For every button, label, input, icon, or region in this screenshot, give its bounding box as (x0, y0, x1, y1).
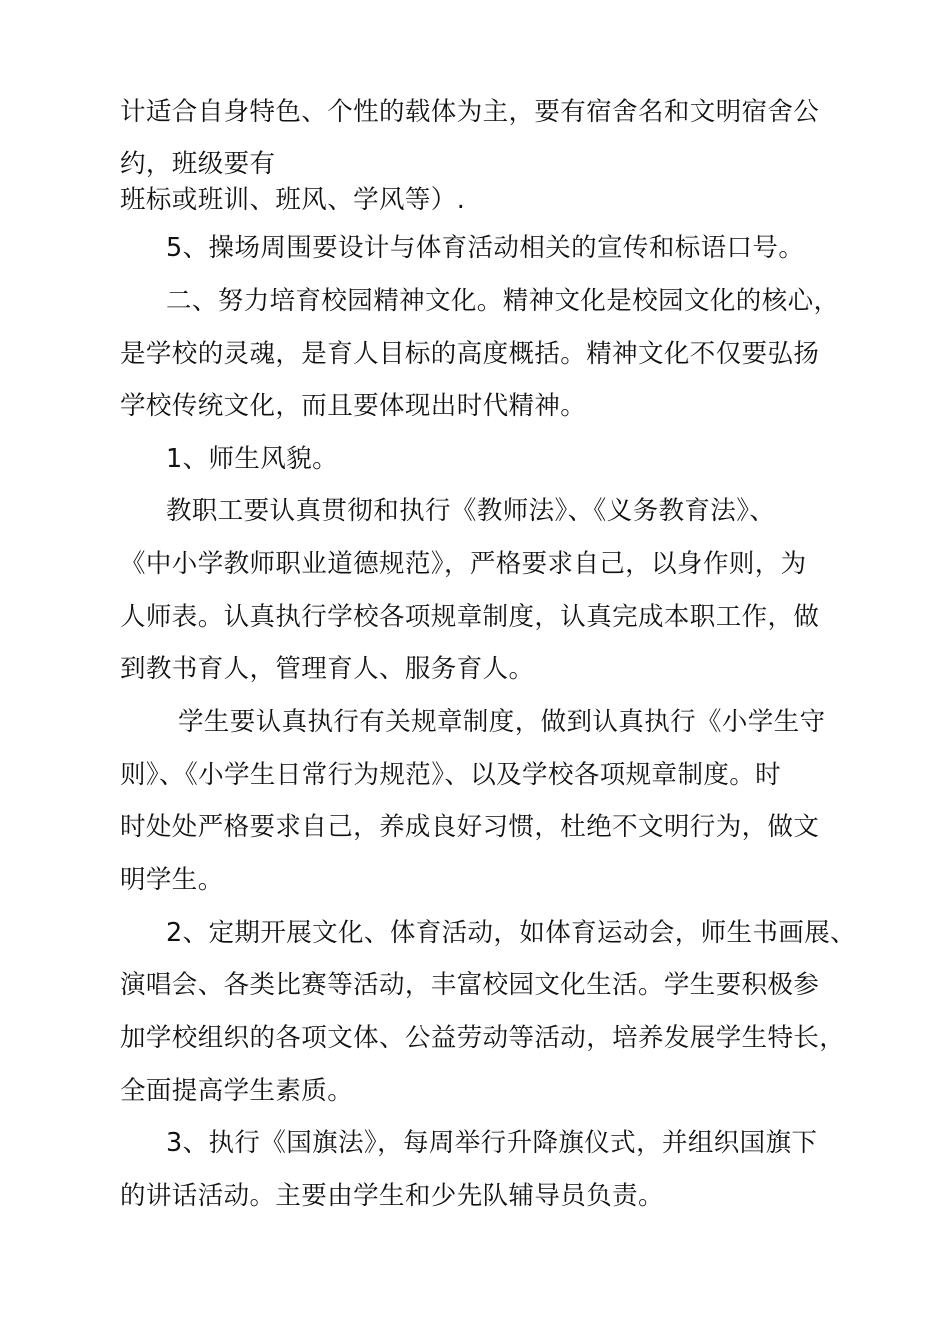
text-line: 的讲话活动。主要由学生和少先队辅导员负责。 (120, 1181, 664, 1211)
text-line: 《中小学教师职业道德规范》，严格要求自己，以身作则，为 (120, 549, 807, 579)
text-line: 人师表。认真执行学校各项规章制度，认真完成本职工作，做 (120, 602, 820, 632)
text-line: 是学校的灵魂，是育人目标的高度概括。精神文化不仅要弘扬 (120, 339, 820, 369)
text-line: 则》、《小学生日常行为规范》、以及学校各项规章制度。时 (120, 760, 782, 790)
text-line: 教职工要认真贯彻和执行《教师法》、《义务教育法》、 (166, 496, 776, 526)
text-line: 学生要认真执行有关规章制度，做到认真执行《小学生守 (178, 707, 826, 737)
text-line: 约，班级要有 (120, 149, 276, 179)
text-line: 5、操场周围要设计与体育活动相关的宣传和标语口号。 (166, 233, 805, 263)
text-line: 1、师生风貌。 (166, 444, 339, 474)
text-line: 学校传统文化，而且要体现出时代精神。 (120, 391, 587, 421)
text-line: 加学校组织的各项文体、公益劳动等活动，培养发展学生特长， (120, 1023, 846, 1053)
text-line: 演唱会、各类比赛等活动，丰富校园文化生活。学生要积极参 (120, 970, 820, 1000)
text-line: 时处处严格要求自己，养成良好习惯，杜绝不文明行为，做文 (120, 812, 820, 842)
text-line: 3、执行《国旗法》，每周举行升降旗仪式，并组织国旗下 (166, 1128, 818, 1158)
text-line: 班标或班训、班风、学风等）. (120, 185, 466, 215)
text-line: 全面提高学生素质。 (120, 1076, 354, 1106)
text-line: 到教书育人，管理育人、服务育人。 (120, 654, 535, 684)
text-line: 明学生。 (120, 865, 224, 895)
text-line: 二、努力培育校园精神文化。精神文化是校园文化的核心， (166, 286, 840, 316)
text-line: 2、定期开展文化、体育活动，如体育运动会，师生书画展、 (166, 918, 857, 948)
text-line: 计适合自身特色、个性的载体为主，要有宿舍名和文明宿舍公 (120, 97, 820, 127)
